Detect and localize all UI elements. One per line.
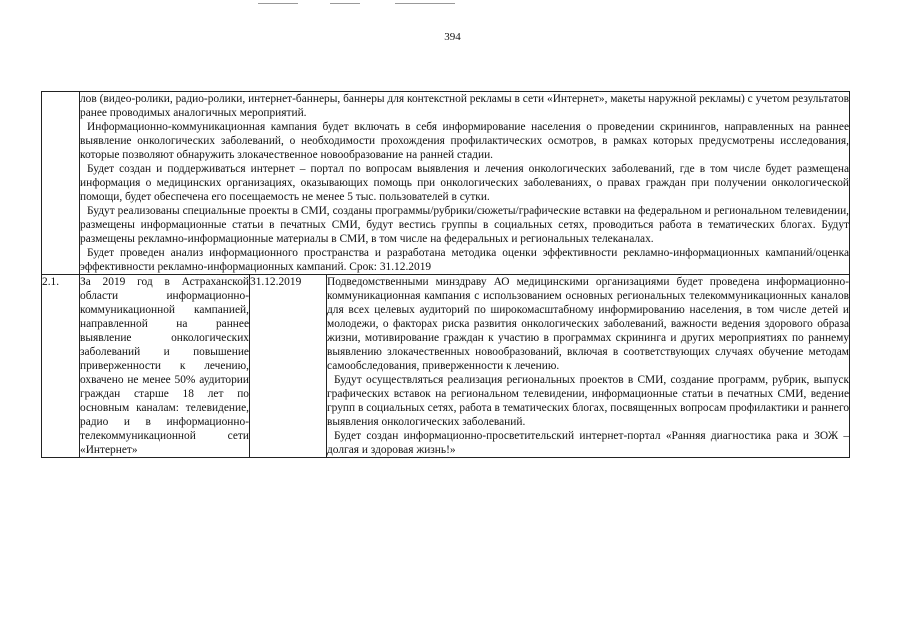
continuation-text — [80, 92, 849, 274]
scan-mark-3 — [395, 3, 455, 4]
paragraph: Информационно-коммуникационная кампания будет включать в себя информирование населения о проведении скринингов, направленных на раннее выявление онкологических заболеваний, о необходимости прохождения профилактических осмотров, в рамках которых предусмотрены исследования, которые позволяют обнаружить злокачественное новообразование на ранней стадии. — [80, 121, 850, 161]
measures-table — [41, 91, 850, 458]
page-number: 394 — [444, 31, 461, 43]
paragraph: Будет проведен анализ информационного пространства и разработана методика оценки эффективности рекламно-информационных кампаний/оценка эффективности рекламно-информационных кампаний. Срок: 31.12.2019 — [80, 247, 850, 273]
scan-mark-1 — [258, 3, 298, 4]
row-description: За 2019 год в Астраханской области информационно-коммуникационной кампанией, направленной на раннее выявление онкологических заболеваний и повышение приверженности к лечению, охвачено не менее 50% аудитории граждан старше 18 лет по основным каналам: телевидение, радио и в информационно-телекоммуникационной сети «Интернет» — [80, 276, 249, 456]
paragraph: Будет создан информационно-просветительский интернет-портал «Ранняя диагностика рака и ЗОЖ – долгая и здоровая жизнь!» — [327, 430, 850, 456]
continuation-row — [42, 92, 850, 275]
paragraph: Подведомственными минздраву АО медицинскими организациями будет проведена информационно-коммуникационная кампания с использованием основных региональных телекоммуникационных каналов для всех целевых аудиторий по широкомасштабному информированию населения, в том числе детей и молодежи, о факторах риска развития онкологических заболеваний, важности ведения здорового образа жизни, мотивирование граждан к участию в программах скрининга и других мероприятиях по раннему выявлению злокачественных новообразований, включая в соответствующих случаях обучение методам самообследования, приверженности к лечению. — [327, 276, 850, 372]
row-number: 2.1. — [42, 275, 80, 458]
continuation-cell — [80, 92, 850, 275]
paragraph: лов (видео-ролики, радио-ролики, интернет-баннеры, баннеры для контекстной рекламы в сети «Интернет», макеты наружной рекламы) с учетом результатов ранее проводимых аналогичных мероприятий. — [80, 93, 850, 119]
paragraph: Будет создан и поддерживаться интернет – портал по вопросам выявления и лечения онкологических заболеваний, где в том числе будет размещена информация о медицинских организациях, оказывающих помощь при онкологических заболеваниях, о правах граждан при получении онкологической помощи, будет обеспечена его посещаемость не менее 5 тыс. пользователей в сутки. — [80, 163, 850, 203]
continuation-number-cell — [42, 92, 80, 275]
paragraph: Будут осуществляться реализация региональных проектов в СМИ, создание программ, рубрик, выпуск графических вставок на региональном телевидении, информационные статьи в печатных СМИ, ведение групп в социальных сетях, работа в тематических блогах, посвященных вопросам профилактики и раннего выявления онкологических заболеваний. — [327, 374, 850, 428]
row-body — [327, 275, 850, 458]
paragraph: Будут реализованы специальные проекты в СМИ, созданы программы/рубрики/сюжеты/графические вставки на федеральном и региональном телевидении, размещены информационные статьи в печатных СМИ, будут вестись группы в социальных сетях, проводиться работа в тематических блогах. Будут размещены рекламно-информационные материалы в СМИ, в том числе на федеральных и региональных телеканалах. — [80, 205, 850, 245]
row-date: 31.12.2019 — [250, 275, 327, 458]
scan-mark-2 — [330, 3, 360, 4]
row-body-text — [327, 275, 849, 457]
table-row — [42, 275, 850, 458]
